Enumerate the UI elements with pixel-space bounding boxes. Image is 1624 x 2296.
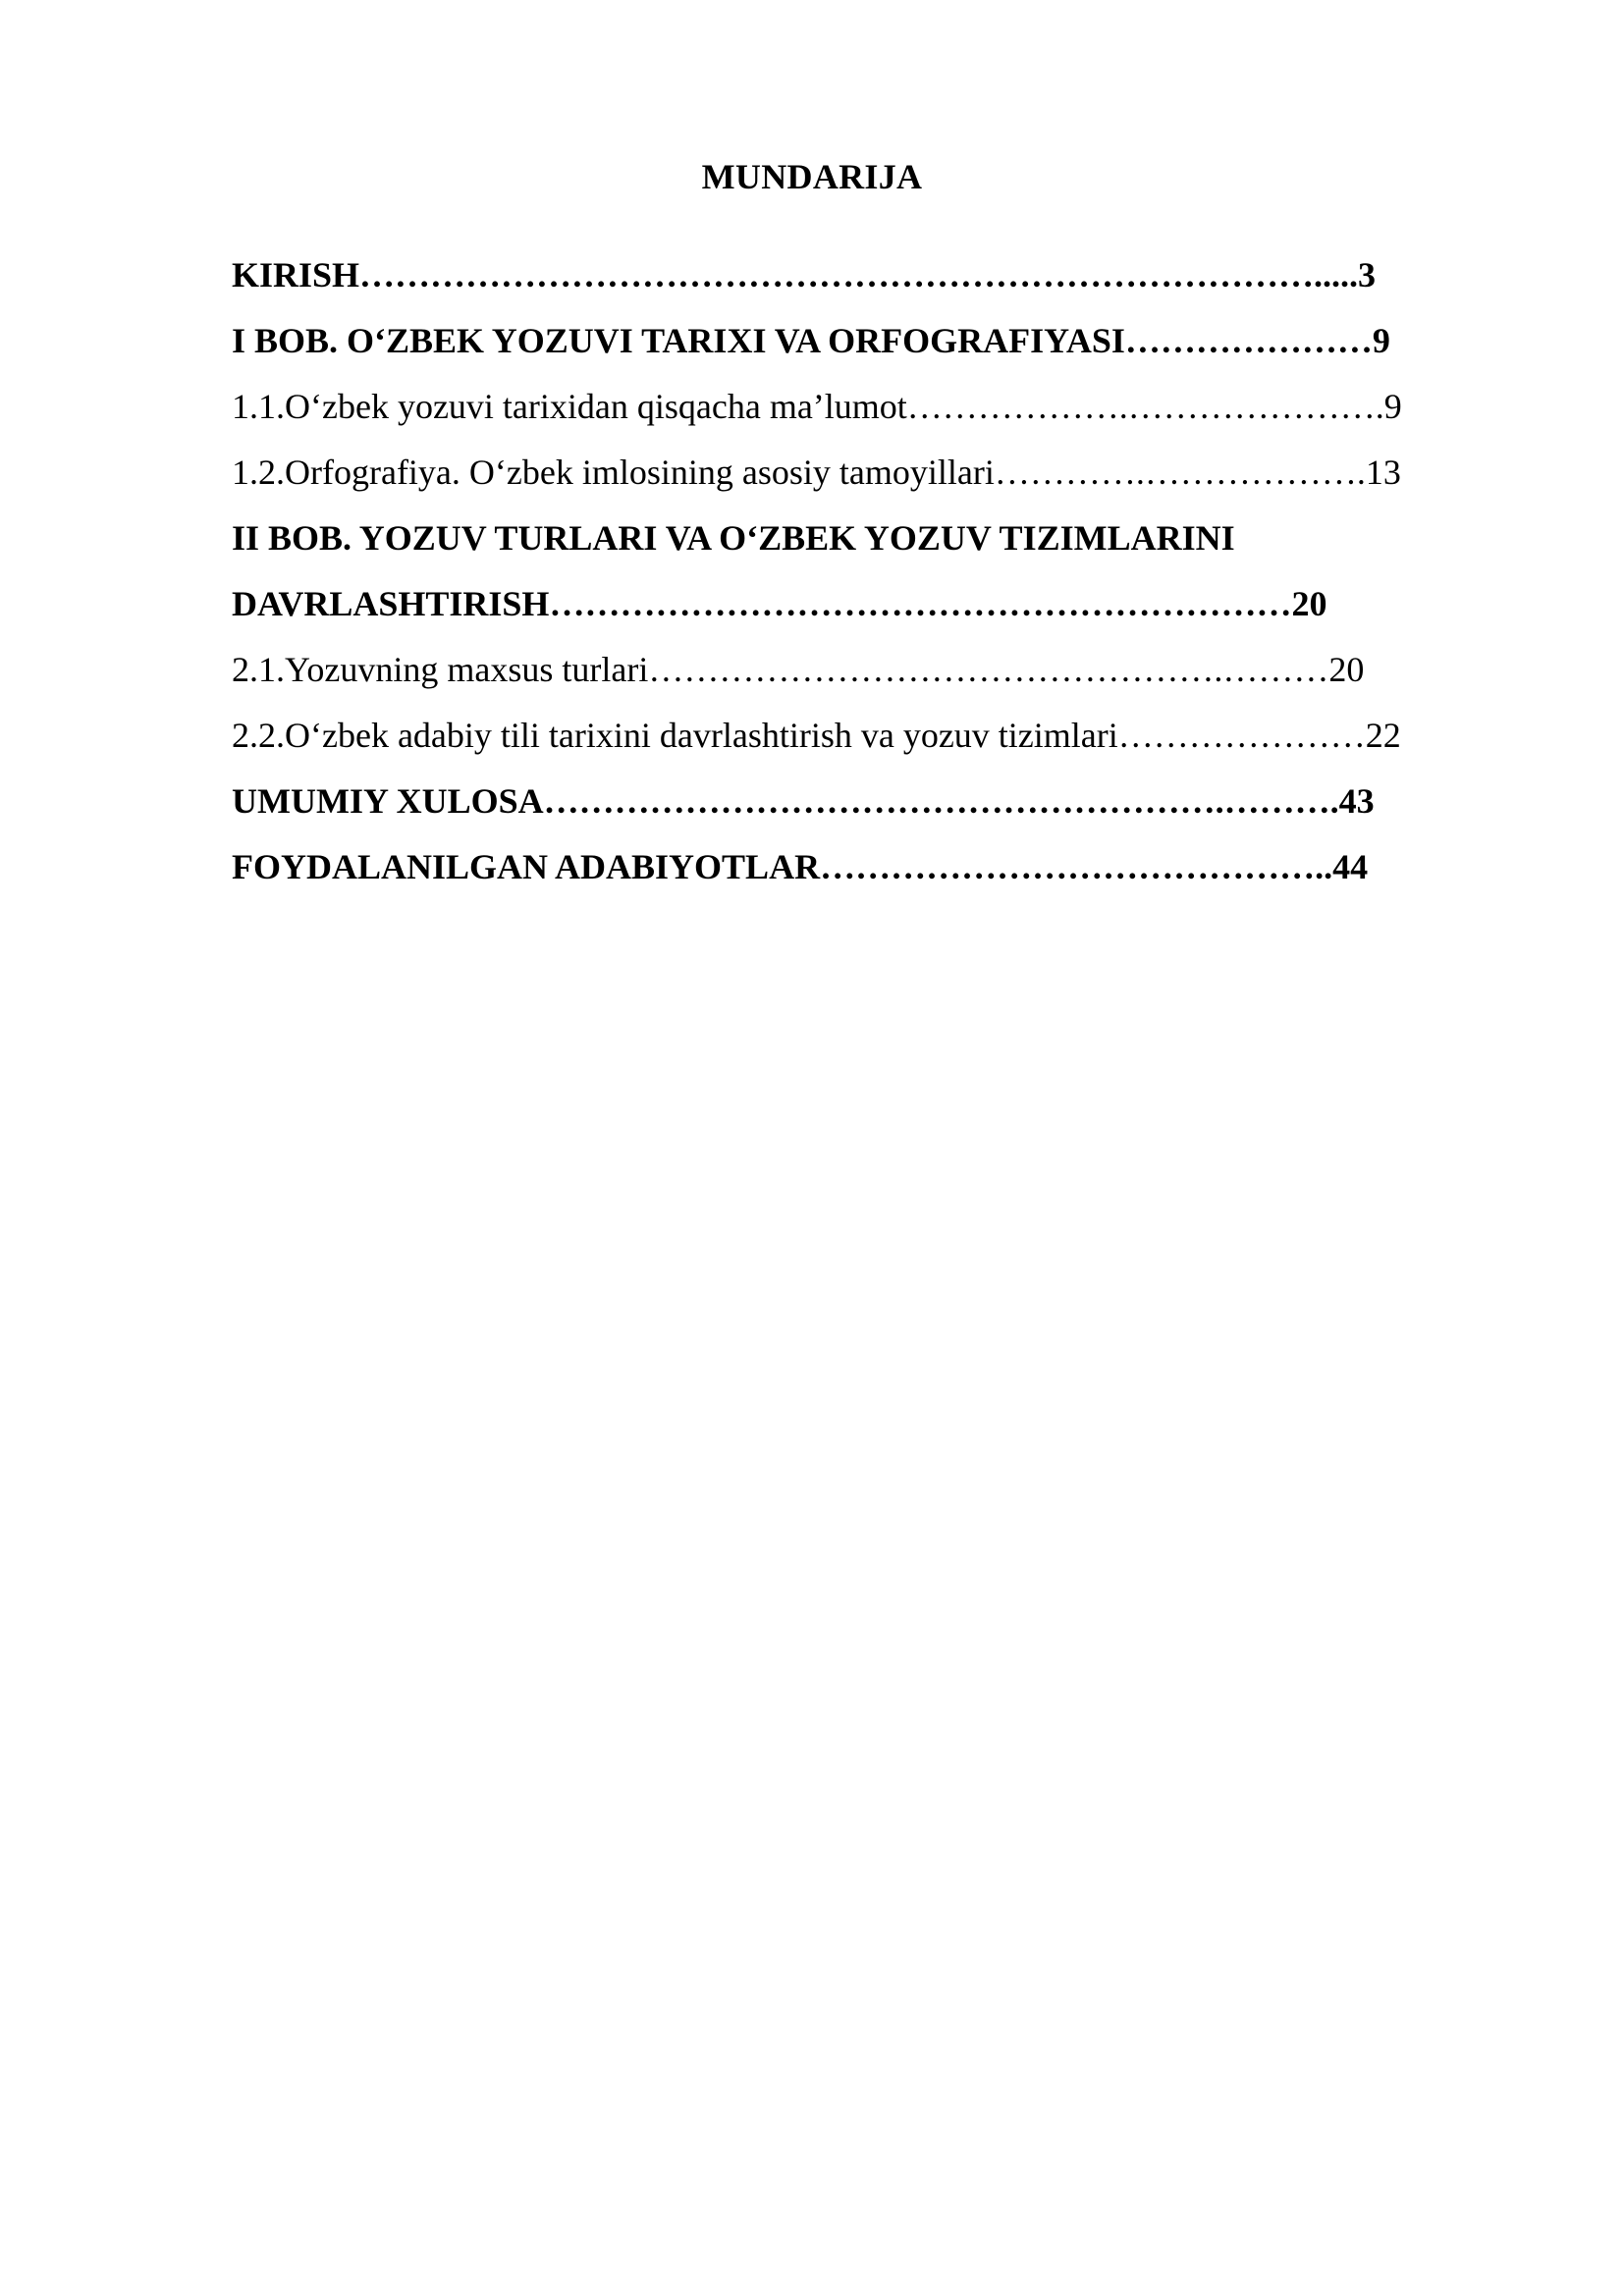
toc-entry-section-1-1: 1.1.O‘zbek yozuvi tarixidan qisqacha ma’lumot……………….………………….9 — [232, 387, 1402, 426]
toc-entry-kirish: KIRISH……………………………………………………………………….....3 — [232, 255, 1377, 294]
toc-entry-conclusion: UMUMIY XULOSA………………………………………………….……….43 — [232, 781, 1375, 821]
page-title: MUNDARIJA — [701, 157, 923, 196]
toc-entry-chapter-2-line-2: DAVRLASHTIRISH………………………………………………………20 — [232, 584, 1327, 623]
toc-entry-section-1-2: 1.2.Orfografiya. O‘zbek imlosining asosiy tamoyillari………….……………….13 — [232, 453, 1401, 492]
toc-entry-section-2-2: 2.2.O‘zbek adabiy tili tarixini davrlashtirish va yozuv tizimlari…………………22 — [232, 716, 1401, 755]
toc-entry-chapter-2-line-1: II BOB. YOZUV TURLARI VA O‘ZBEK YOZUV TIZIMLARINI — [232, 518, 1235, 558]
toc-entry-references: FOYDALANILGAN ADABIYOTLAR……………………………………..44 — [232, 847, 1369, 886]
toc-entry-chapter-1: I BOB. O‘ZBEK YOZUVI TARIXI VA ORFOGRAFIYASI…………………9 — [232, 321, 1390, 360]
toc-entry-section-2-1: 2.1.Yozuvning maxsus turlari………………………………………….………20 — [232, 650, 1365, 689]
